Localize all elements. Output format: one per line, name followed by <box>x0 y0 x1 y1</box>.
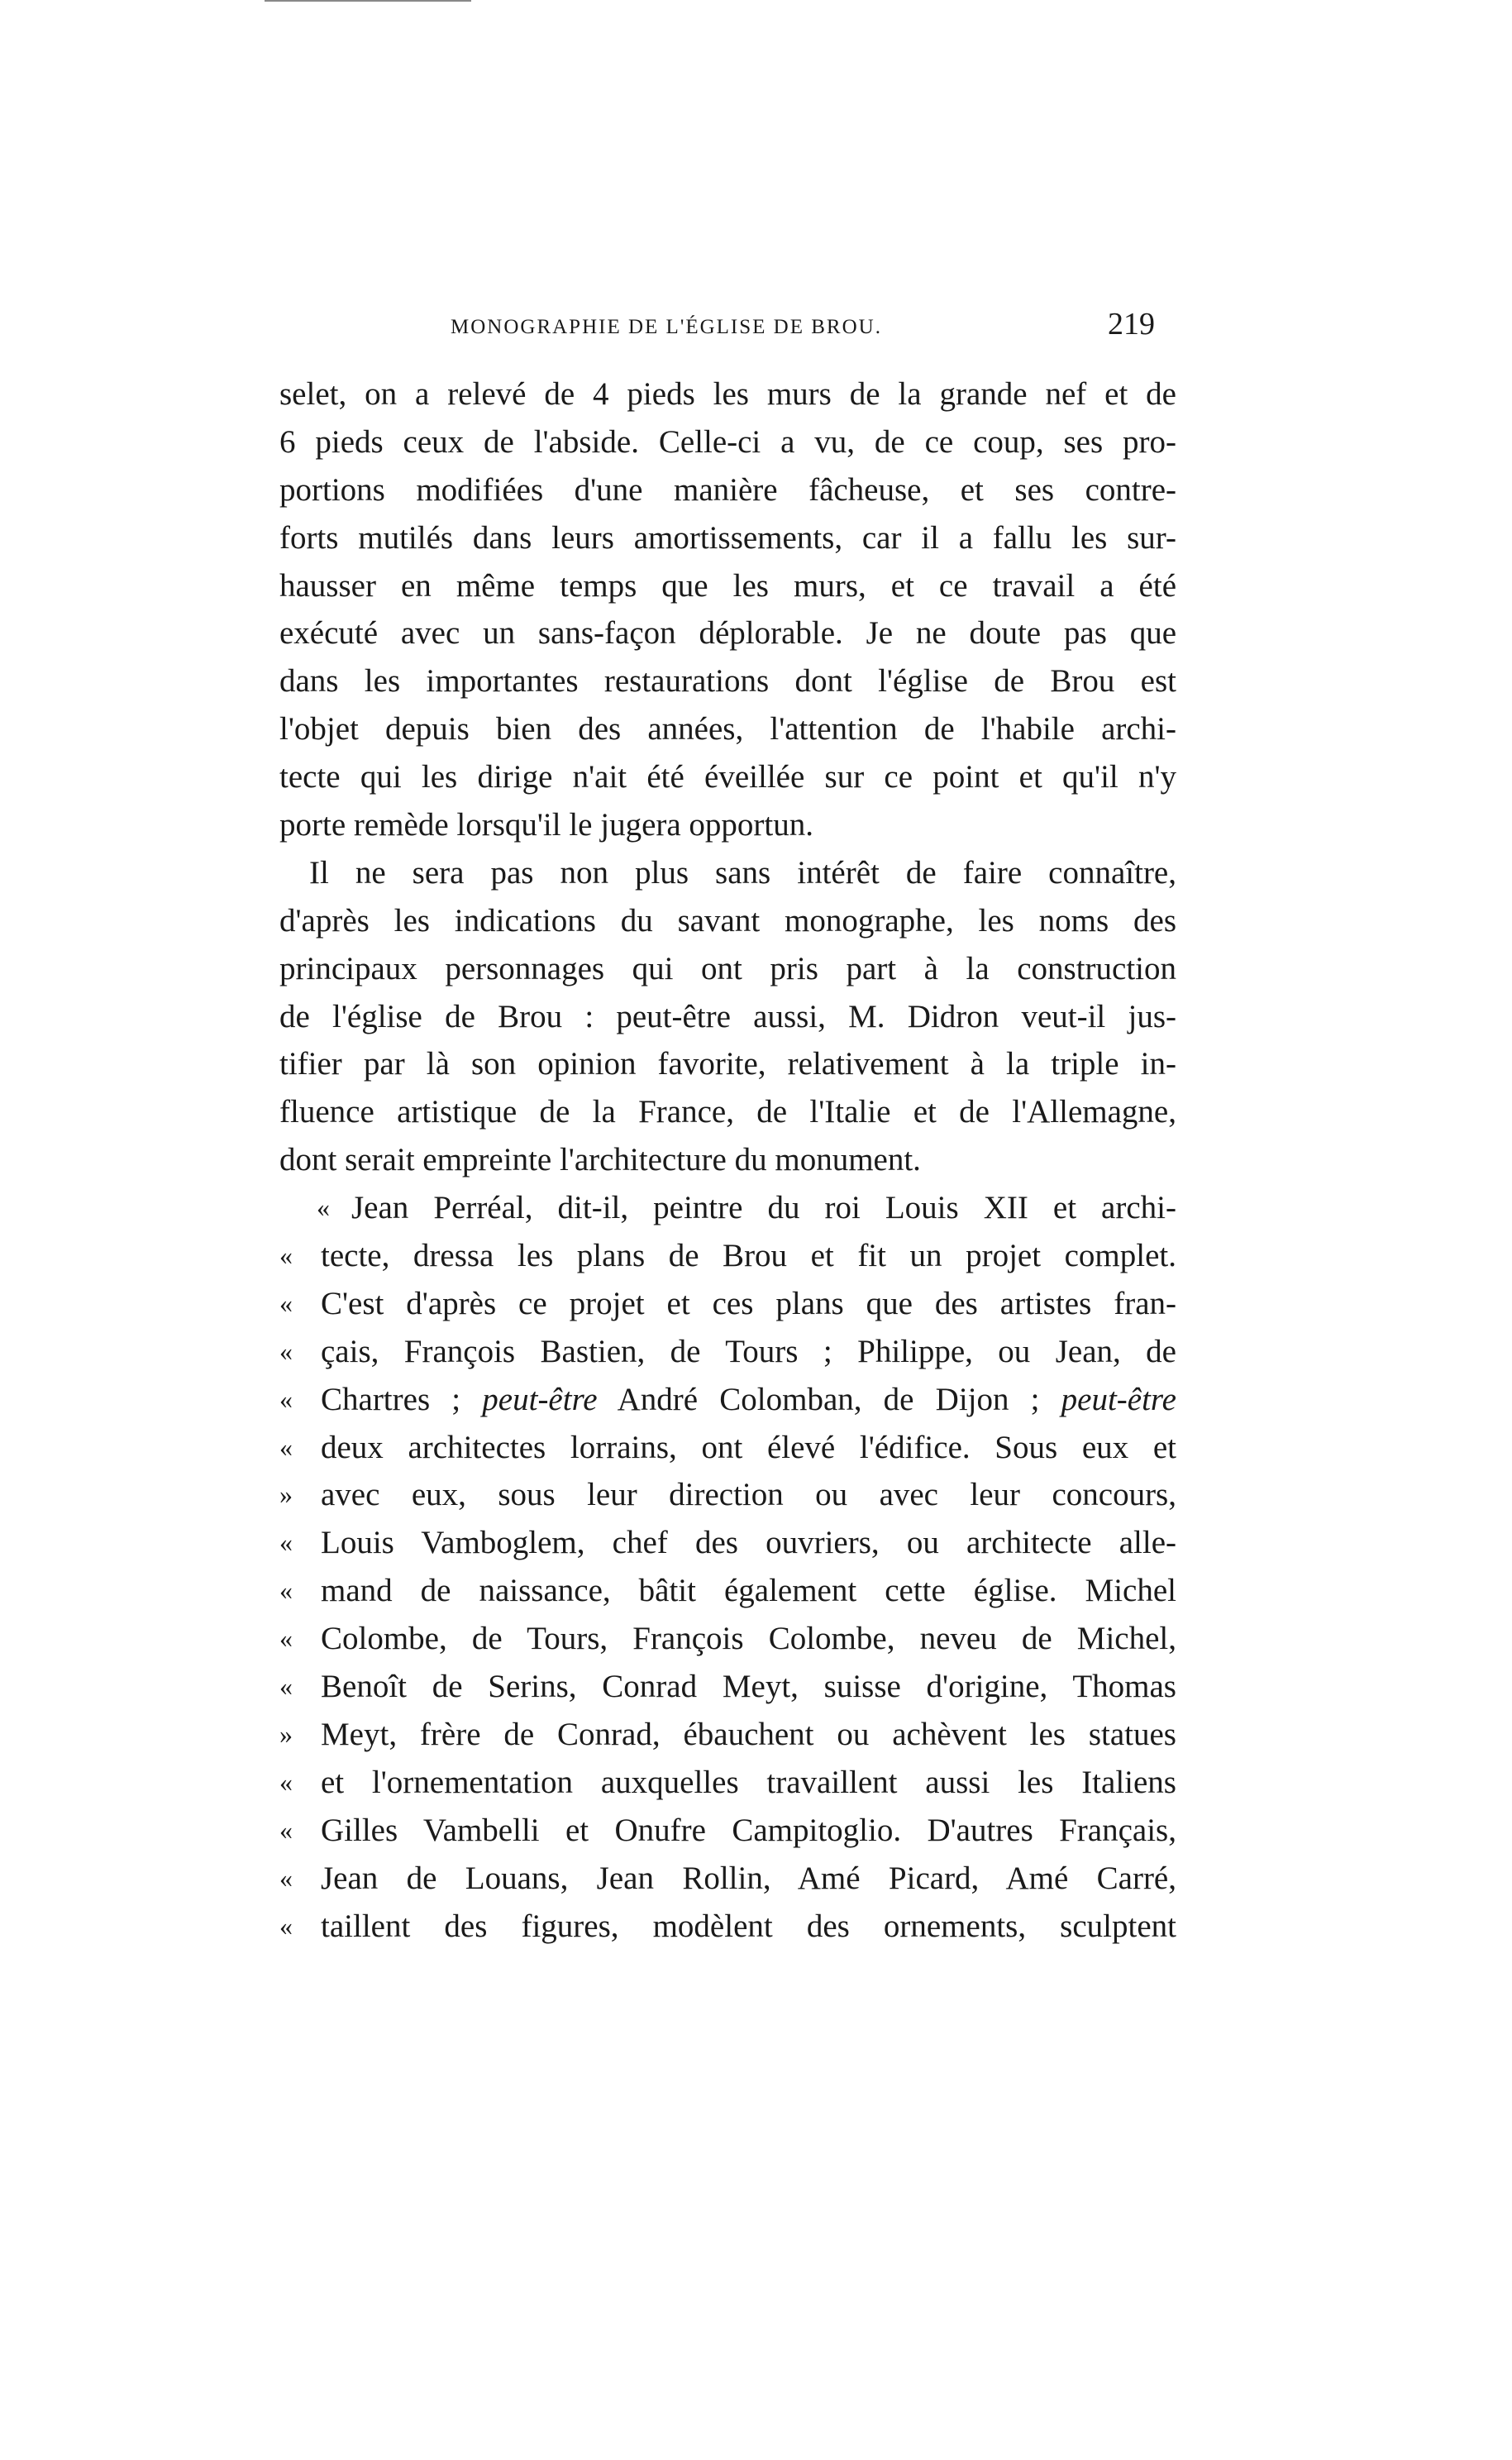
text-line <box>279 753 1176 801</box>
text-segment: Chartres ; <box>321 1381 483 1417</box>
line-text <box>279 370 1176 418</box>
line-text <box>279 466 1176 514</box>
line-text <box>321 1328 1176 1376</box>
line-text <box>321 1711 1176 1759</box>
text-segment: Jean de Louans, Jean Rollin, Amé Picard, Amé Carré, <box>321 1860 1176 1896</box>
text-line <box>279 370 1176 418</box>
line-text <box>279 609 1176 657</box>
text-segment: de l'église de Brou : peut-être aussi, M. Didron veut-il jus- <box>279 998 1176 1034</box>
text-segment: exécuté avec un sans-façon déplorable. Je ne doute pas que <box>279 615 1176 652</box>
line-text <box>321 1232 1176 1280</box>
quote-mark: « <box>279 1240 293 1271</box>
line-text <box>321 1759 1176 1807</box>
line-text <box>321 1807 1176 1855</box>
quote-line <box>279 1615 1176 1663</box>
line-text <box>279 1088 1176 1136</box>
line-text <box>279 753 1176 801</box>
line-text <box>279 945 1176 993</box>
text-segment: Benoît de Serins, Conrad Meyt, suisse d'origine, Thomas <box>321 1669 1176 1705</box>
line-text <box>279 849 1176 897</box>
quote-mark: « <box>279 1383 293 1414</box>
text-segment: selet, on a relevé de 4 pieds les murs de la grande nef et de <box>279 376 1176 412</box>
text-segment: deux architectes lorrains, ont élevé l'édifice. Sous eux et <box>321 1429 1176 1465</box>
text-segment: principaux personnages qui ont pris part à la construction <box>279 950 1176 986</box>
line-text <box>279 657 1176 705</box>
text-segment: Louis Vamboglem, chef des ouvriers, ou architecte alle- <box>321 1525 1176 1561</box>
line-text <box>321 1663 1176 1711</box>
text-segment: Jean Perréal, dit-il, peintre du roi Louis XII et archi- <box>351 1190 1176 1226</box>
text-line <box>279 801 1176 849</box>
text-segment: çais, François Bastien, de Tours ; Philippe, ou Jean, de <box>321 1333 1176 1369</box>
quote-mark: « <box>279 1575 293 1606</box>
text-segment: hausser en même temps que les murs, et ce travail a été <box>279 567 1176 604</box>
text-segment: forts mutilés dans leurs amortissements, car il a fallu les sur- <box>279 519 1176 556</box>
italic-segment: peut-être <box>1061 1381 1176 1417</box>
line-text <box>279 418 1176 466</box>
text-segment: dont serait empreinte l'architecture du monument. <box>279 1142 921 1178</box>
scan-edge-mark <box>265 0 471 2</box>
quote-mark: « <box>279 1671 293 1702</box>
quote-line <box>279 1328 1176 1376</box>
line-text <box>279 1040 1176 1088</box>
line-text <box>279 562 1176 610</box>
text-line <box>279 705 1176 753</box>
quote-mark: « <box>279 1431 293 1462</box>
line-text <box>351 1184 1176 1232</box>
quote-mark: « <box>279 1623 293 1654</box>
quote-line <box>279 1471 1176 1519</box>
text-line <box>279 849 1176 897</box>
quote-mark: « <box>279 1910 293 1941</box>
line-text <box>321 1903 1176 1951</box>
text-line <box>279 1136 1176 1184</box>
text-segment: taillent des figures, modèlent des ornements, sculptent <box>321 1908 1176 1944</box>
text-segment: fluence artistique de la France, de l'Italie et de l'Allemagne, <box>279 1094 1176 1130</box>
text-segment: tecte, dressa les plans de Brou et fit un projet complet. <box>321 1238 1176 1274</box>
quote-line <box>279 1232 1176 1280</box>
text-line <box>279 609 1176 657</box>
text-segment: Il ne sera pas non plus sans intérêt de faire connaître, <box>309 854 1176 891</box>
quote-line <box>279 1855 1176 1903</box>
line-text <box>321 1855 1176 1903</box>
text-segment: C'est d'après ce projet et ces plans que des artistes fran- <box>321 1285 1176 1321</box>
line-text <box>321 1424 1176 1472</box>
running-head: MONOGRAPHIE DE L'ÉGLISE DE BROU. <box>451 316 882 338</box>
quote-mark: « <box>279 1335 293 1366</box>
text-segment: et l'ornementation auxquelles travaillent aussi les Italiens <box>321 1764 1176 1800</box>
quote-mark: » <box>279 1718 293 1749</box>
line-text <box>321 1280 1176 1328</box>
text-segment: Colombe, de Tours, François Colombe, neveu de Michel, <box>321 1621 1176 1657</box>
text-segment: mand de naissance, bâtit également cette église. Michel <box>321 1573 1176 1609</box>
text-line <box>279 1040 1176 1088</box>
text-segment: 6 pieds ceux de l'abside. Celle-ci a vu, de ce coup, ses pro- <box>279 423 1176 460</box>
quote-line <box>279 1759 1176 1807</box>
italic-segment: peut-être <box>482 1381 598 1417</box>
line-text <box>279 897 1176 945</box>
text-line <box>279 897 1176 945</box>
text-line <box>279 562 1176 610</box>
text-segment: André Colomban, de Dijon ; <box>597 1381 1061 1417</box>
text-segment: avec eux, sous leur direction ou avec leur concours, <box>321 1477 1176 1513</box>
line-text <box>321 1519 1176 1567</box>
text-segment: porte remède lorsqu'il le jugera opportun. <box>279 807 813 843</box>
quote-mark: « <box>279 1862 293 1893</box>
line-text <box>321 1567 1176 1615</box>
line-text <box>279 514 1176 562</box>
quote-mark: « <box>279 1287 293 1318</box>
text-line <box>279 466 1176 514</box>
quote-line <box>279 1519 1176 1567</box>
quote-line <box>279 1376 1176 1424</box>
text-segment: d'après les indications du savant monographe, les noms des <box>279 902 1176 939</box>
quote-line <box>279 1807 1176 1855</box>
line-text <box>279 993 1176 1041</box>
quote-line <box>279 1711 1176 1759</box>
page-number: 219 <box>1108 307 1155 342</box>
quote-line <box>279 1424 1176 1472</box>
line-text <box>279 801 1176 849</box>
quote-line <box>279 1280 1176 1328</box>
text-segment: tifier par là son opinion favorite, relativement à la triple in- <box>279 1046 1176 1082</box>
quote-mark: « <box>279 1766 293 1797</box>
text-line <box>279 418 1176 466</box>
quote-line <box>279 1184 1176 1232</box>
quote-line <box>279 1663 1176 1711</box>
text-segment: l'objet depuis bien des années, l'attention de l'habile archi- <box>279 711 1176 748</box>
quote-line <box>279 1903 1176 1951</box>
line-text <box>321 1471 1176 1519</box>
line-text <box>321 1615 1176 1663</box>
text-line <box>279 514 1176 562</box>
text-line <box>279 993 1176 1041</box>
quote-mark: « <box>317 1192 330 1223</box>
line-text <box>279 1136 1176 1184</box>
text-segment: dans les importantes restaurations dont l'église de Brou est <box>279 663 1176 700</box>
line-text <box>321 1376 1176 1424</box>
line-text <box>279 705 1176 753</box>
text-segment: tecte qui les dirige n'ait été éveillée sur ce point et qu'il n'y <box>279 759 1176 795</box>
quote-mark: « <box>279 1814 293 1845</box>
text-segment: Meyt, frère de Conrad, ébauchent ou achèvent les statues <box>321 1716 1176 1752</box>
quote-mark: « <box>279 1527 293 1558</box>
quote-mark: » <box>279 1479 293 1510</box>
quote-line <box>279 1567 1176 1615</box>
page-body-text <box>279 370 1176 1950</box>
text-line <box>279 945 1176 993</box>
text-line <box>279 657 1176 705</box>
text-line <box>279 1088 1176 1136</box>
text-segment: portions modifiées d'une manière fâcheuse, et ses contre- <box>279 471 1176 508</box>
text-segment: Gilles Vambelli et Onufre Campitoglio. D'autres Français, <box>321 1812 1176 1848</box>
